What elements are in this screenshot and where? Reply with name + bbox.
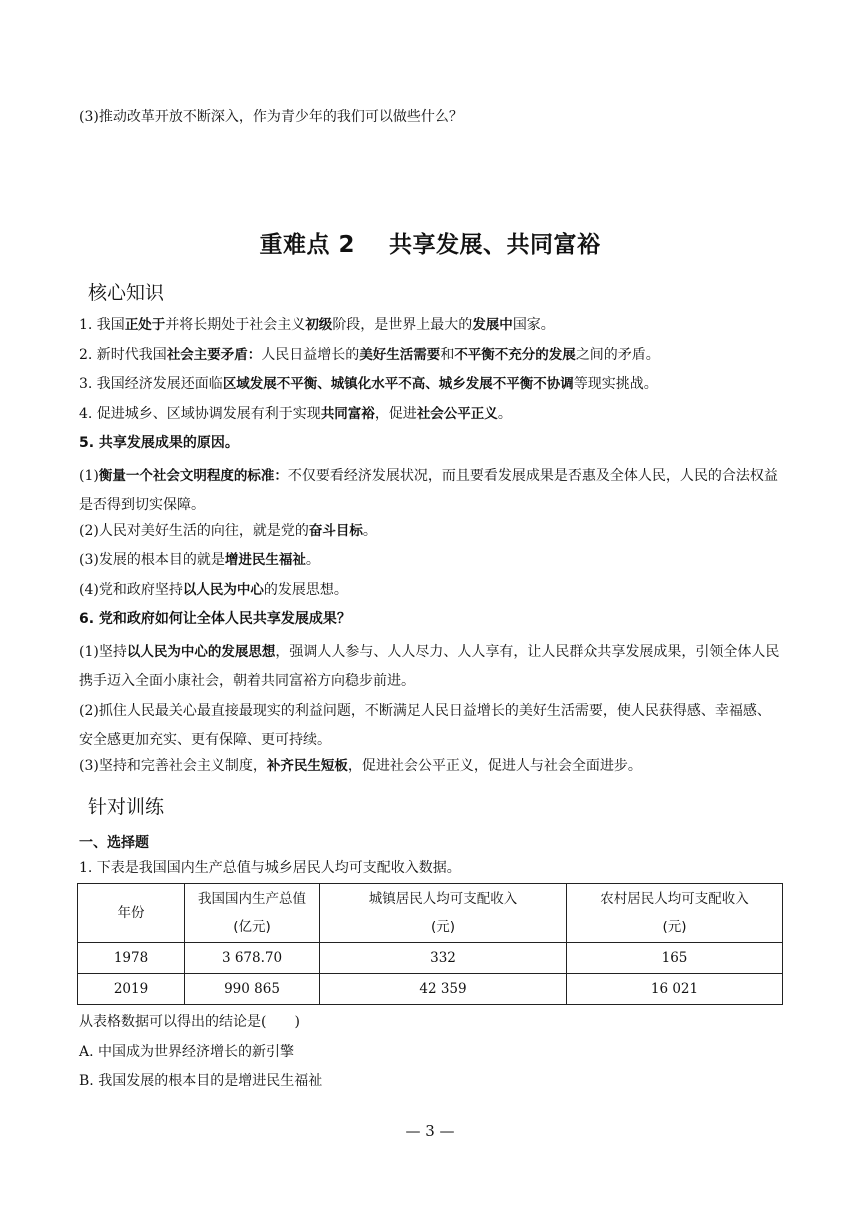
table-row xyxy=(78,943,783,974)
core-item-6-2: (2)抓住人民最关心最直接最现实的利益问题，不断满足人民日益增长的美好生活需要，使人民获得感、幸福感、安全感更加充实、更有保障、更可持续。 xyxy=(79,703,771,748)
table-cell: 165 xyxy=(567,943,783,974)
table-header-row xyxy=(78,884,783,943)
title-number: 重难点 2 xyxy=(259,232,355,258)
table-cell: 42 359 xyxy=(320,974,567,1005)
question-1-stem: 1. 下表是我国国内生产总值与城乡居民人均可支配收入数据。 xyxy=(79,860,461,876)
data-table xyxy=(77,883,783,1005)
section-title xyxy=(0,226,860,259)
training-heading: 针对训练 xyxy=(88,796,165,818)
page-number: — 3 — xyxy=(405,1122,455,1140)
choice-section-heading: 一、选择题 xyxy=(79,835,149,851)
table-header-urban-income: 城镇居民人均可支配收入 (元) xyxy=(320,884,567,943)
core-item-4: 4. 促进城乡、区域协调发展有利于实现共同富裕，促进社会公平正义。 xyxy=(79,406,512,422)
core-item-6-1: (1)坚持以人民为中心的发展思想，强调人人参与、人人尽力、人人享有，让人民群众共享发展成果，引领全体人民携手迈入全面小康社会，朝着共同富裕方向稳步前进。 xyxy=(79,644,780,689)
core-item-5-4: (4)党和政府坚持以人民为中心的发展思想。 xyxy=(79,582,348,598)
table-header-gdp: 我国国内生产总值 (亿元) xyxy=(185,884,320,943)
core-knowledge-heading: 核心知识 xyxy=(88,282,165,304)
table-cell: 1978 xyxy=(78,943,185,974)
table-row xyxy=(78,974,783,1005)
core-item-1: 1. 我国正处于并将长期处于社会主义初级阶段，是世界上最大的发展中国家。 xyxy=(79,317,555,333)
option-b: B. 我国发展的根本目的是增进民生福祉 xyxy=(79,1073,323,1089)
question-1-prompt: 从表格数据可以得出的结论是( ) xyxy=(79,1014,300,1030)
question-3-text: (3)推动改革开放不断深入，作为青少年的我们可以做些什么？ xyxy=(79,109,463,125)
table-cell: 16 021 xyxy=(567,974,783,1005)
core-item-5-1: (1)衡量一个社会文明程度的标准：不仅要看经济发展状况，而且要看发展成果是否惠及全体人民，人民的合法权益是否得到切实保障。 xyxy=(79,468,778,513)
table-header-year: 年份 xyxy=(78,884,185,943)
table-cell: 3 678.70 xyxy=(185,943,320,974)
core-item-5-3: (3)发展的根本目的就是增进民生福祉。 xyxy=(79,552,320,568)
core-item-2: 2. 新时代我国社会主要矛盾：人民日益增长的美好生活需要和不平衡不充分的发展之间的矛盾。 xyxy=(79,347,660,363)
core-item-3: 3. 我国经济发展还面临区域发展不平衡、城镇化水平不高、城乡发展不平衡不协调等现实挑战。 xyxy=(79,376,658,392)
core-item-5: 5. 共享发展成果的原因。 xyxy=(79,435,239,451)
table-cell: 990 865 xyxy=(185,974,320,1005)
core-item-5-2: (2)人民对美好生活的向往，就是党的奋斗目标。 xyxy=(79,523,377,539)
core-item-6: 6. 党和政府如何让全体人民共享发展成果？ xyxy=(79,611,351,627)
option-a: A. 中国成为世界经济增长的新引擎 xyxy=(79,1044,295,1060)
core-item-6-3: (3)坚持和完善社会主义制度，补齐民生短板，促进社会公平正义，促进人与社会全面进步。 xyxy=(79,758,642,774)
table-cell: 2019 xyxy=(78,974,185,1005)
table-header-rural-income: 农村居民人均可支配收入 (元) xyxy=(567,884,783,943)
table-cell: 332 xyxy=(320,943,567,974)
title-topic: 共享发展、共同富裕 xyxy=(389,232,601,258)
